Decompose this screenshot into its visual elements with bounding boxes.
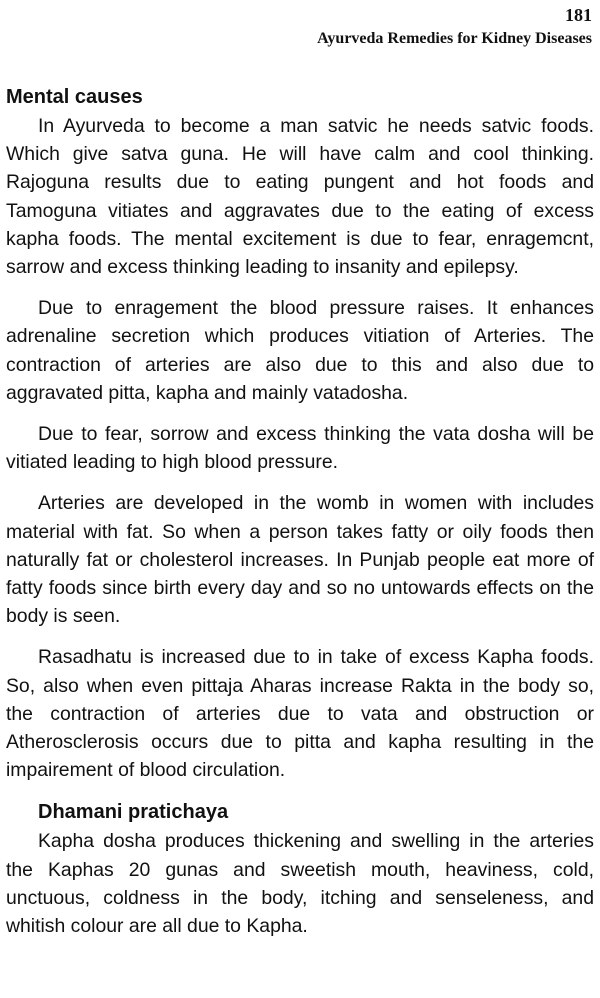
paragraph-fear-sorrow: Due to fear, sorrow and excess thinking the vata dosha will be vitiated leading to high blood pressure. bbox=[6, 423, 594, 474]
book-title: Ayurveda Remedies for Kidney Diseases bbox=[317, 30, 592, 47]
paragraph-kapha-dosha: Kapha dosha produces thickening and swelling in the arteries the Kaphas 20 gunas and sweetish mouth, heaviness, cold, unctuous, coldness in the body, itching and senseleness, and whitish colour are all due to Kapha. bbox=[6, 830, 594, 938]
page-content bbox=[6, 82, 594, 940]
section-heading-dhamani-pratichaya: Dhamani pratichaya bbox=[38, 801, 229, 824]
running-head bbox=[317, 4, 592, 50]
page-number: 181 bbox=[565, 5, 592, 25]
paragraph-enragement: Due to enragement the blood pressure raises. It enhances adrenaline secretion which produces vitiation of Arteries. The contraction of arteries are also due to this and also due to aggravated pitta, kapha and mainly vatadosha. bbox=[6, 297, 594, 404]
paragraph-satvic-foods: In Ayurveda to become a man satvic he needs satvic foods. Which give satva guna. He will have calm and cool thinking. Rajoguna results due to eating pungent and hot foods and Tamoguna vitiates and aggravates due to the eating of excess kapha foods. The mental excitement is due to fear, enragemcnt, sarrow and excess thinking leading to insanity and epilepsy. bbox=[6, 115, 594, 279]
paragraph-rasadhatu: Rasadhatu is increased due to in take of excess Kapha foods. So, also when even pittaja Aharas increase Rakta in the body so, the contraction of arteries due to vata and obstruction or Atherosclerosis occurs due to pitta and kapha resulting in the impairement of blood circulation. bbox=[6, 646, 594, 782]
paragraph-arteries-fat: Arteries are developed in the womb in women with includes material with fat. So when a person takes fatty or oily foods then naturally fat or cholesterol increases. In Punjab people eat more of fatty foods since birth every day and so no untowards effects on the body is seen. bbox=[6, 492, 594, 628]
section-heading-mental-causes: Mental causes bbox=[6, 86, 143, 108]
